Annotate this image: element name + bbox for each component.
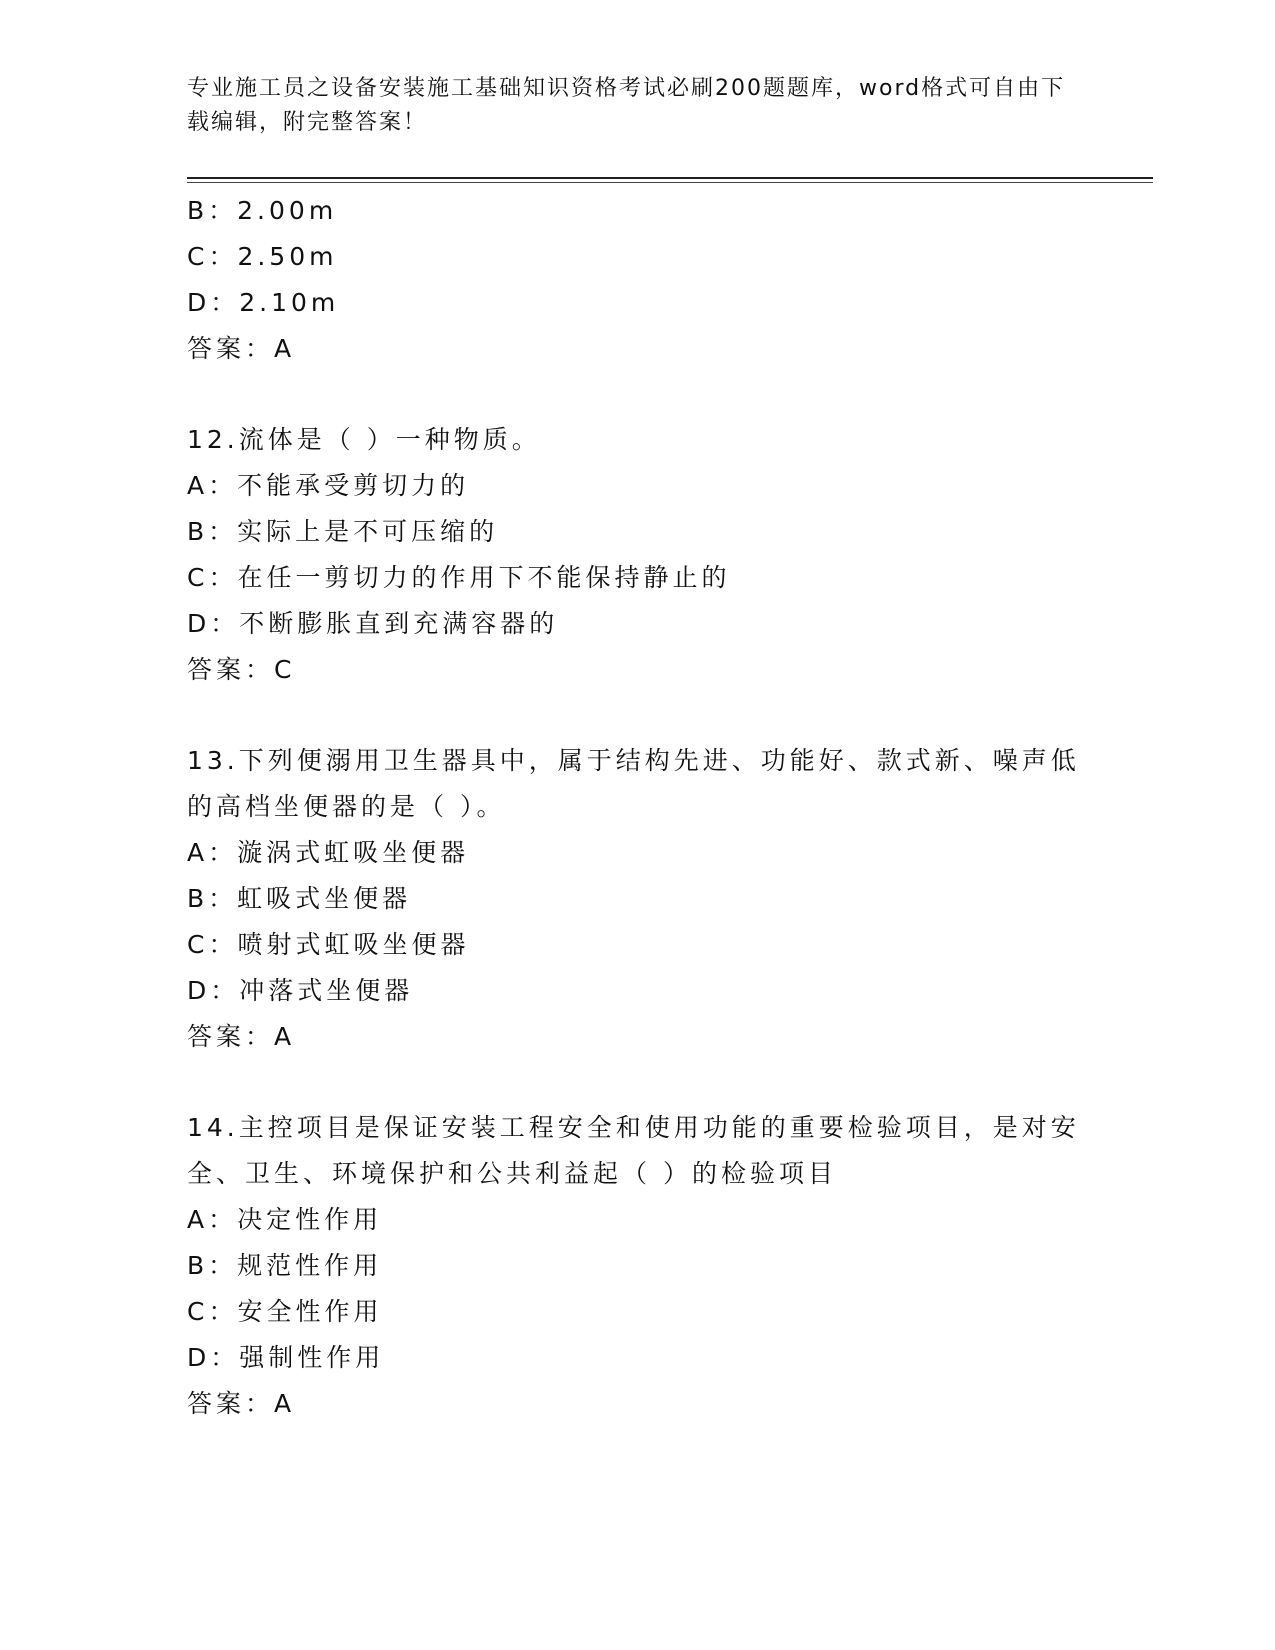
option-c: C：安全性作用 [187, 1297, 383, 1326]
prev-question-block [187, 188, 1087, 372]
header-divider-thick [187, 177, 1153, 179]
option-b: B：2.00m [187, 196, 338, 225]
option-c: C：在任一剪切力的作用下不能保持静止的 [187, 563, 731, 592]
answer-value: A [274, 1389, 296, 1418]
option-a: A：不能承受剪切力的 [187, 471, 470, 500]
option-d: D：强制性作用 [187, 1343, 385, 1372]
question-stem: 13.下列便溺用卫生器具中，属于结构先进、功能好、款式新、噪声低的高档坐便器的是（ ）。 [187, 746, 1080, 821]
answer-line [187, 647, 1087, 693]
answer-line [187, 1014, 1087, 1060]
question-block-14 [187, 1105, 1087, 1427]
spacer [187, 693, 1087, 738]
question-block-12 [187, 417, 1087, 693]
option-d: D：冲落式坐便器 [187, 976, 414, 1005]
document-header [187, 72, 1067, 140]
header-title: 专业施工员之设备安装施工基础知识资格考试必刷200题题库，word格式可自由下载编辑，附完整答案！ [187, 76, 1066, 135]
option-a: A：决定性作用 [187, 1205, 383, 1234]
question-block-13 [187, 738, 1087, 1060]
question-content [187, 188, 1087, 1427]
answer-line [187, 1381, 1087, 1427]
option-b: B：虹吸式坐便器 [187, 884, 412, 913]
option-d: D：不断膨胀直到充满容器的 [187, 609, 559, 638]
question-stem: 14.主控项目是保证安装工程安全和使用功能的重要检验项目，是对安全、卫生、环境保护和公共利益起（ ）的检验项目 [187, 1113, 1080, 1188]
answer-value: A [274, 334, 296, 363]
option-d: D：2.10m [187, 288, 340, 317]
answer-label: 答案： [187, 334, 275, 363]
option-a: A：漩涡式虹吸坐便器 [187, 838, 470, 867]
option-b: B：实际上是不可压缩的 [187, 517, 499, 546]
answer-value: C [274, 655, 296, 684]
answer-value: A [274, 1022, 296, 1051]
option-b: B：规范性作用 [187, 1251, 383, 1280]
answer-line [187, 326, 1087, 372]
answer-label: 答案： [187, 655, 275, 684]
answer-label: 答案： [187, 1022, 275, 1051]
spacer [187, 372, 1087, 417]
header-divider-thin [187, 182, 1153, 183]
question-stem: 12.流体是（ ）一种物质。 [187, 425, 541, 454]
option-c: C：2.50m [187, 242, 338, 271]
spacer [187, 1060, 1087, 1105]
option-c: C：喷射式虹吸坐便器 [187, 930, 470, 959]
answer-label: 答案： [187, 1389, 275, 1418]
